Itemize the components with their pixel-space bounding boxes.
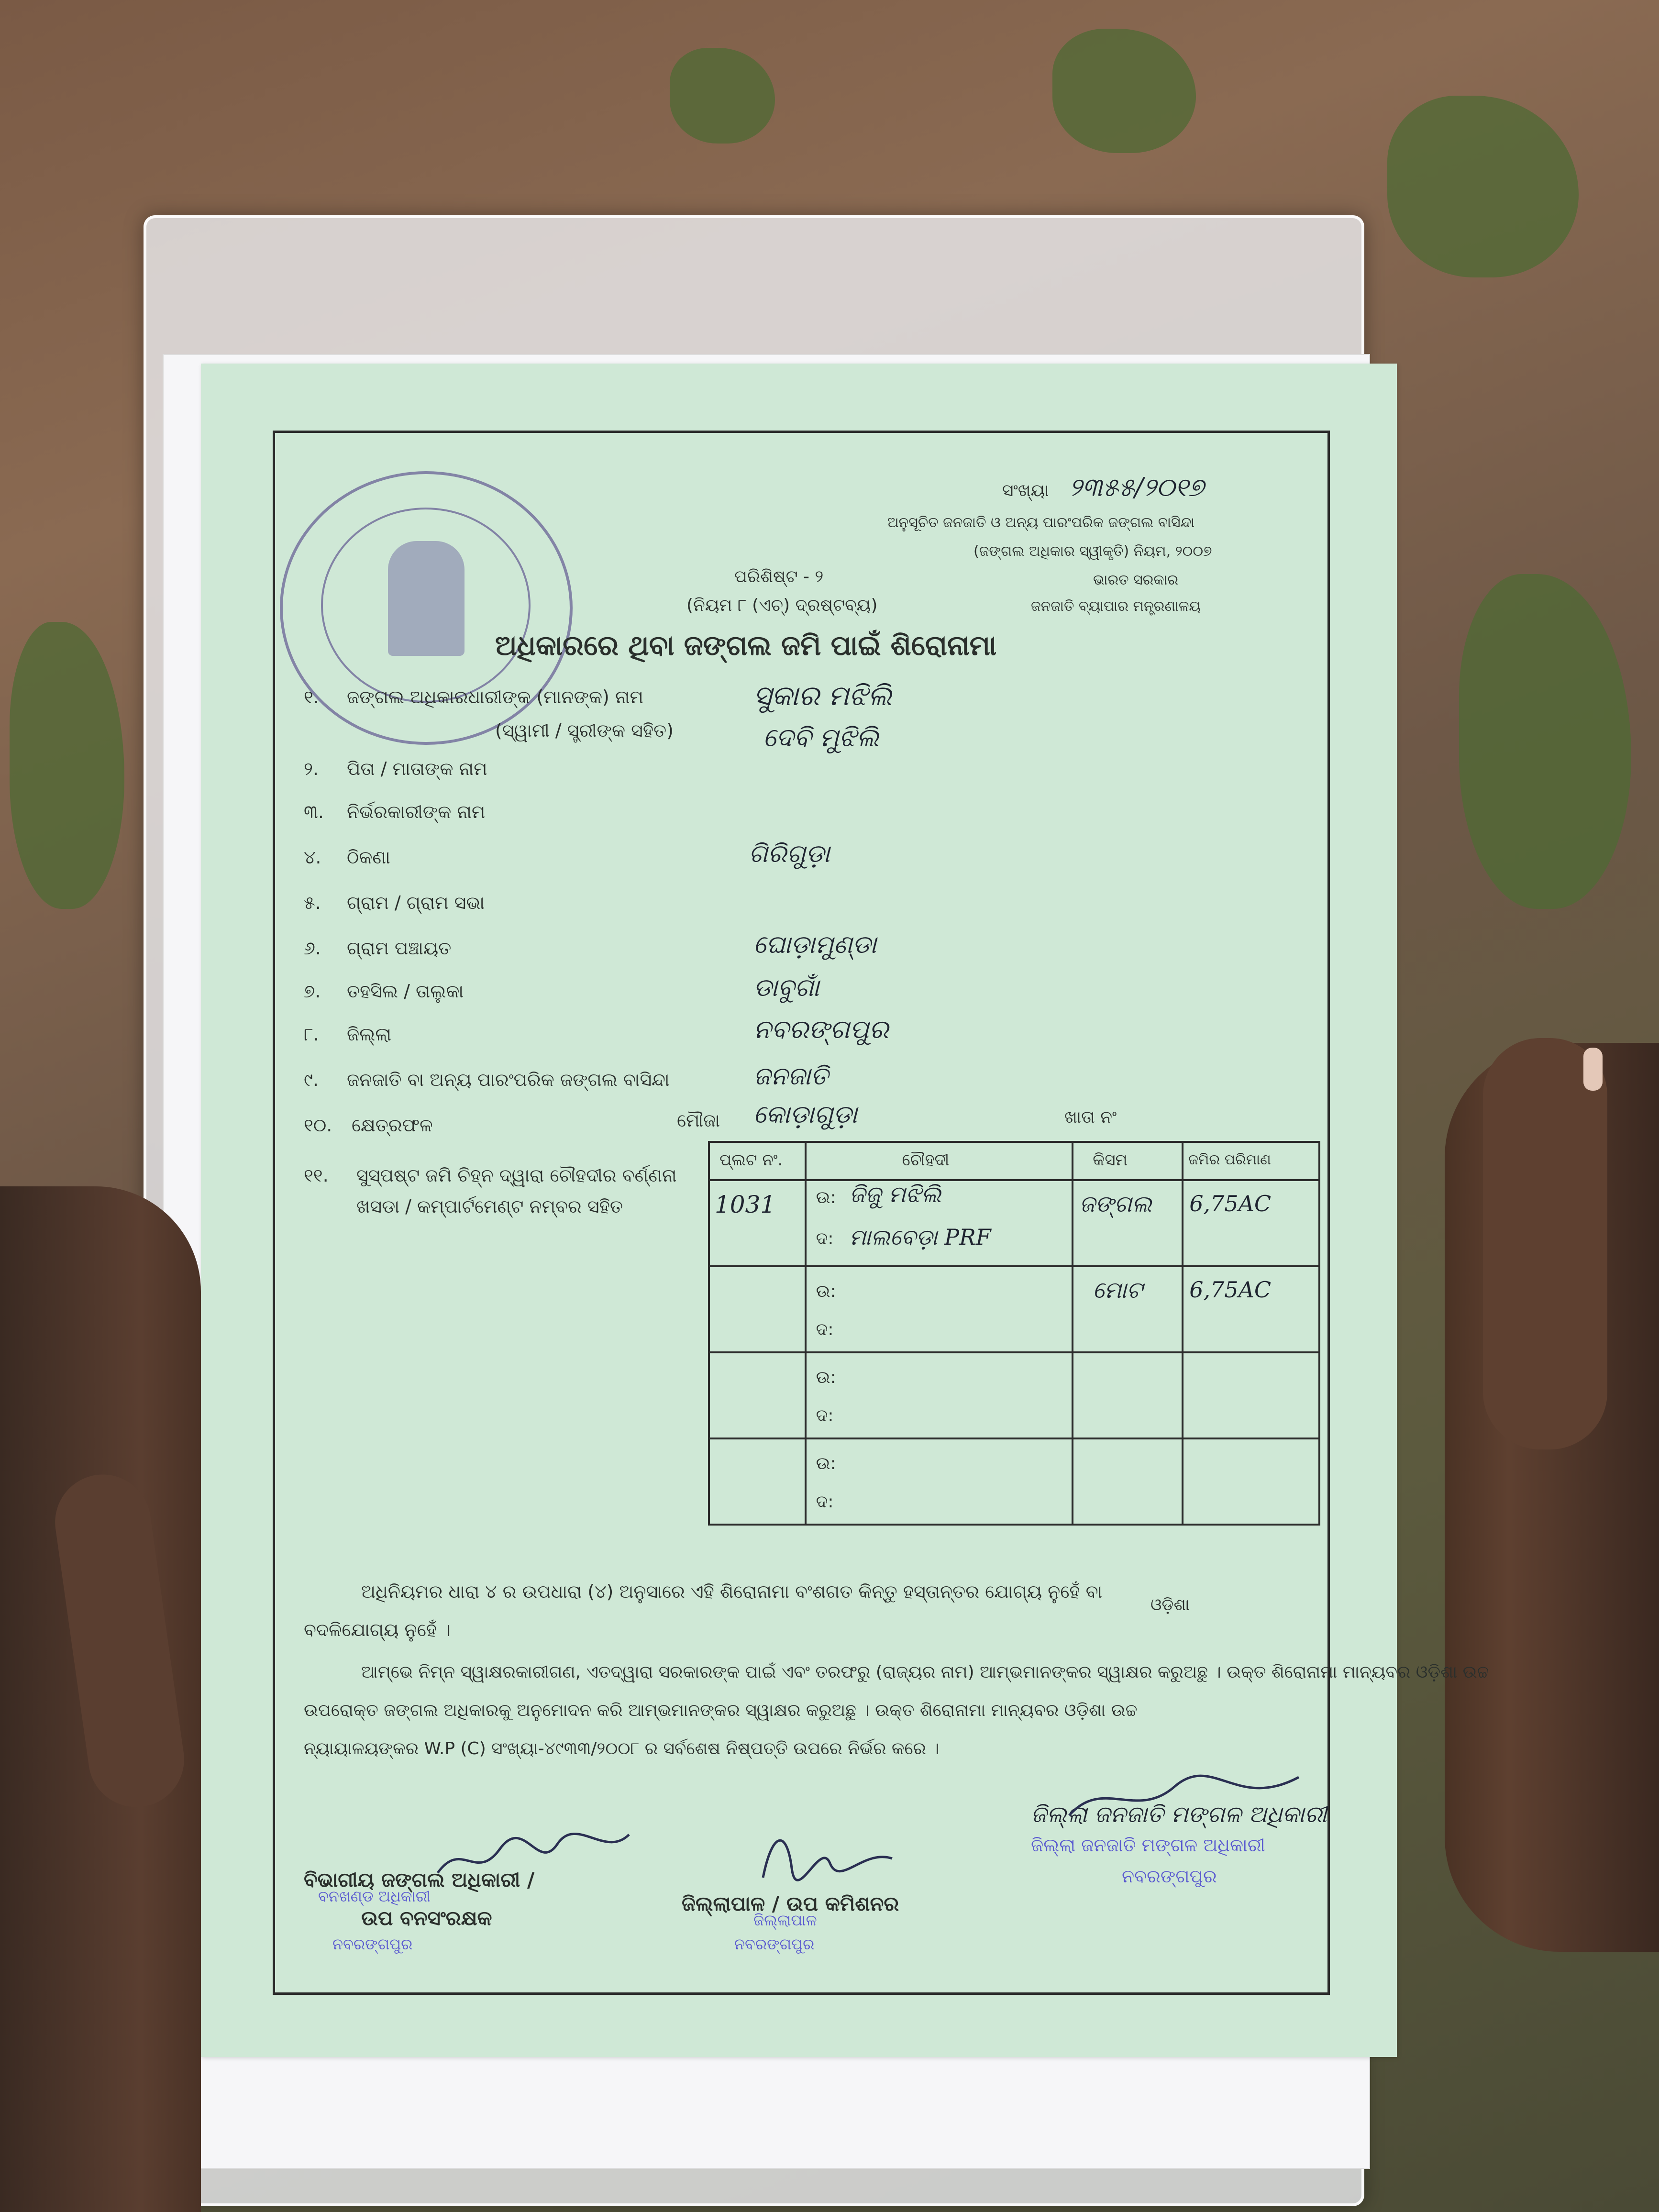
act-line4: ଜନଜାତି ବ୍ୟାପାର ମନ୍ତ୍ରଣାଳୟ — [1031, 598, 1201, 615]
field-value-6: ଘୋଡ଼ାମୁଣ୍ଡା — [753, 930, 877, 959]
north-value: ଜିଜୁ ମଝିଲି — [849, 1181, 941, 1208]
thumbnail — [1583, 1048, 1603, 1091]
field-num-3: ୩. — [304, 801, 324, 822]
field-value-1: ସୁକାର ମଝିଲି — [753, 679, 892, 712]
field-num-11: ୧୧. — [304, 1165, 329, 1186]
north-label: ଉ: — [816, 1368, 836, 1387]
table-header-kisam: କିସମ — [1093, 1150, 1128, 1170]
serial-value: ୨୩୫୫/୨୦୧୭ — [1069, 472, 1205, 502]
table-header-area: ଜମିର ପରିମାଣ — [1188, 1151, 1271, 1168]
field-value-7: ଡାବୁଗାଁ — [753, 973, 819, 1002]
south-value: ମାଲବେଡ଼ା PRF — [849, 1224, 991, 1250]
table-row — [709, 1352, 1319, 1438]
north-label: ଉ: — [816, 1454, 836, 1473]
field-label-4: ଠିକଣା — [347, 847, 390, 868]
field-num-2: ୨. — [304, 758, 319, 779]
field-value-4: ଗିରିଗୁଡ଼ା — [749, 840, 830, 868]
para-inheritance: ଅଧିନିୟମର ଧାରା ୪ ର ଉପଧାରା (୪) ଅନୁସାରେ ଏହି ଶିରୋନାମା ବଂଶଗତ କିନ୍ତୁ ହସ୍ତାନ୍ତର ଯୋଗ୍ୟ ନୁହେଁ ବା — [361, 1581, 1103, 1602]
para-undersigned: ଆମ୍ଭେ ନିମ୍ନ ସ୍ୱାକ୍ଷରକାରୀଗଣ, ଏତଦ୍ୱାରା ସରକାରଙ୍କ ପାଇଁ ଏବଂ ତରଫରୁ (ରାଜ୍ୟର ନାମ) ଆମ୍ଭମାନଙ୍କର ସ୍ୱାକ୍ଷର କରୁଅଛୁ । ଉକ୍ତ ଶିରୋନାମା ମାନ୍ୟବର ଓଡ଼ିଶା ଉଚ୍ଚ — [361, 1662, 1489, 1682]
dtwo-signature-scribble — [1064, 1768, 1304, 1825]
table-row — [709, 1266, 1319, 1352]
dfo-signature-scribble — [433, 1830, 634, 1887]
field-num-6: ୬. — [304, 938, 321, 959]
table-header-plot: ପ୍ଲଟ ନଂ. — [719, 1150, 783, 1170]
annex-label: ପରିଶିଷ୍ଟ - ୨ — [734, 567, 824, 586]
grass-patch — [670, 48, 775, 144]
field-label-5: ଗ୍ରାମ / ଗ୍ରାମ ସଭା — [347, 892, 485, 913]
grass-patch — [1052, 29, 1196, 153]
field-label-2: ପିତା / ମାତାଙ୍କ ନାମ — [347, 758, 487, 779]
field-value-8: ନବରଙ୍ଗପୁର — [753, 1014, 889, 1044]
south-label: ଦ: — [816, 1406, 834, 1426]
para-inheritance-end: ବଦଳିଯୋଗ୍ୟ ନୁହେଁ । — [304, 1619, 451, 1640]
dfo-stamp-place: ନବରଙ୍ଗପୁର — [332, 1935, 413, 1953]
field-num-10: ୧୦. — [304, 1115, 332, 1136]
khata-label: ଖାତା ନଂ — [1064, 1107, 1117, 1127]
field-label-6: ଗ୍ରାମ ପଞ୍ଚାୟତ — [347, 938, 452, 959]
field-label-11: ସୁସ୍ପଷ୍ଟ ଜମି ଚିହ୍ନ ଦ୍ୱାରା ଚୌହଦୀର ବର୍ଣ୍ଣନା — [356, 1165, 677, 1186]
field-num-5: ୫. — [304, 892, 321, 913]
field-num-7: ୭. — [304, 981, 321, 1002]
south-label: ଦ: — [816, 1492, 834, 1512]
page-title: ଅଧିକାରରେ ଥିବା ଜଙ୍ଗଲ ଜମି ପାଇଁ ଶିରୋନାମା — [495, 629, 997, 662]
field-value-9: ଜନଜାତି — [753, 1062, 829, 1091]
grass-patch — [1459, 574, 1631, 909]
field-num-1: ୧. — [304, 686, 319, 708]
north-label: ଉ: — [816, 1282, 836, 1301]
field-num-4: ୪. — [304, 847, 321, 868]
plot-number: 1031 — [715, 1191, 776, 1218]
dtwo-stamp: ଜିଲ୍ଲା ଜନଜାତି ମଙ୍ଗଳ ଅଧିକାରୀ — [1031, 1835, 1265, 1856]
field-label-1b: (ସ୍ୱାମୀ / ସ୍ତ୍ରୀଙ୍କ ସହିତ) — [495, 720, 674, 741]
table-row — [709, 1438, 1319, 1525]
collector-signature-scribble — [753, 1820, 897, 1887]
field-value-1b: ଦେବି ମୁଝିଲି — [763, 722, 879, 752]
collector-stamp-place: ନବରଙ୍ଗପୁର — [734, 1935, 815, 1953]
field-label-10: କ୍ଷେତ୍ରଫଳ — [352, 1115, 433, 1136]
para-approval: ଉପରୋକ୍ତ ଜଙ୍ଗଲ ଅଧିକାରକୁ ଅନୁମୋଦନ କରି ଆମ୍ଭମାନଙ୍କର ସ୍ୱାକ୍ଷର କରୁଅଛୁ । ଉକ୍ତ ଶିରୋନାମା ମାନ୍ୟବର ଓଡ଼ିଶା ଉଚ୍ଚ — [304, 1701, 1138, 1720]
mouza-label: ମୌଜା — [677, 1110, 720, 1131]
south-label: ଦ: — [816, 1229, 834, 1249]
field-num-8: ୮. — [304, 1024, 319, 1045]
field-label-1: ଜଙ୍ଗଲ ଅଧିକାରଧାରୀଙ୍କ (ମାନଙ୍କ) ନାମ — [347, 686, 643, 708]
para-court: ନ୍ୟାୟାଳୟଙ୍କର W.P (C) ସଂଖ୍ୟା-୪୯୩୩/୨୦୦୮ ର ସର୍ବଶେଷ ନିଷ୍ପତ୍ତି ଉପରେ ନିର୍ଭର କରେ । — [304, 1739, 940, 1759]
act-line1: ଅନୁସୂଚିତ ଜନଜାତି ଓ ଅନ୍ୟ ପାରଂପରିକ ଜଙ୍ଗଲ ବାସିନ୍ଦା — [887, 514, 1195, 531]
dtwo-stamp-place: ନବରଙ୍ଗପୁର — [1122, 1866, 1217, 1887]
field-label-9: ଜନଜାତି ବା ଅନ୍ୟ ପାରଂପରିକ ଜଙ୍ଗଲ ବାସିନ୍ଦା — [347, 1069, 670, 1090]
certificate-border — [273, 431, 1489, 1995]
dtwo-signature-text: ଜିଲ୍ଲା ଜନଜାତି ମଙ୍ଗଳ ଅଧିକାରୀ — [1031, 1801, 1327, 1828]
act-line2: (ଜଙ୍ଗଲ ଅଧିକାର ସ୍ୱୀକୃତି) ନିୟମ, ୨୦୦୭ — [973, 543, 1212, 560]
field-label-11b: ଖସଡା / କମ୍ପାର୍ଟମେଣ୍ଟ ନମ୍ବର ସହିତ — [356, 1196, 623, 1217]
serial-label: ସଂଖ୍ୟା — [1002, 481, 1049, 500]
field-label-7: ତହସିଲ / ତାଲୁକା — [347, 981, 464, 1002]
collector-label: ଜିଲ୍ଲାପାଳ / ଉପ କମିଶନର — [682, 1892, 899, 1915]
rule-label: (ନିୟମ ୮ (ଏଚ୍) ଦ୍ରଷ୍ଟବ୍ୟ) — [686, 596, 878, 615]
area-value: 6,75AC — [1189, 1191, 1272, 1217]
boundary-table — [708, 1141, 1320, 1526]
right-thumb — [1483, 1038, 1607, 1449]
mouza-value: କୋଡ଼ାଗୁଡ଼ା — [753, 1100, 858, 1129]
dfo-label2: ଉପ ବନସଂରକ୍ଷକ — [361, 1906, 492, 1930]
kisam-value: ଜଙ୍ଗଲ — [1079, 1191, 1152, 1217]
table-row — [709, 1180, 1319, 1266]
field-label-8: ଜିଲ୍ଲା — [347, 1024, 392, 1045]
field-label-3: ନିର୍ଭରକାରୀଙ୍କ ନାମ — [347, 801, 486, 822]
field-num-9: ୯. — [304, 1069, 319, 1090]
total-area: 6,75AC — [1189, 1277, 1272, 1303]
north-label: ଉ: — [816, 1188, 836, 1207]
state-name: ଓଡ଼ିଶା — [1150, 1595, 1190, 1615]
table-header-boundary: ଚୌହଦୀ — [902, 1150, 950, 1170]
dfo-stamp: ବନଖଣ୍ଡ ଅଧିକାରୀ — [318, 1887, 431, 1905]
south-label: ଦ: — [816, 1320, 834, 1339]
dfo-label: ବିଭାଗୀୟ ଜଙ୍ଗଲ ଅଧିକାରୀ / — [304, 1868, 535, 1891]
title-certificate — [201, 364, 1489, 2057]
collector-stamp: ଜିଲ୍ଲାପାଳ — [753, 1911, 817, 1929]
grass-patch — [10, 622, 124, 909]
act-line3: ଭାରତ ସରକାର — [1093, 572, 1179, 588]
emblem-icon — [388, 541, 465, 656]
total-label: ମୋଟ — [1093, 1277, 1143, 1304]
grass-patch — [1387, 96, 1579, 277]
